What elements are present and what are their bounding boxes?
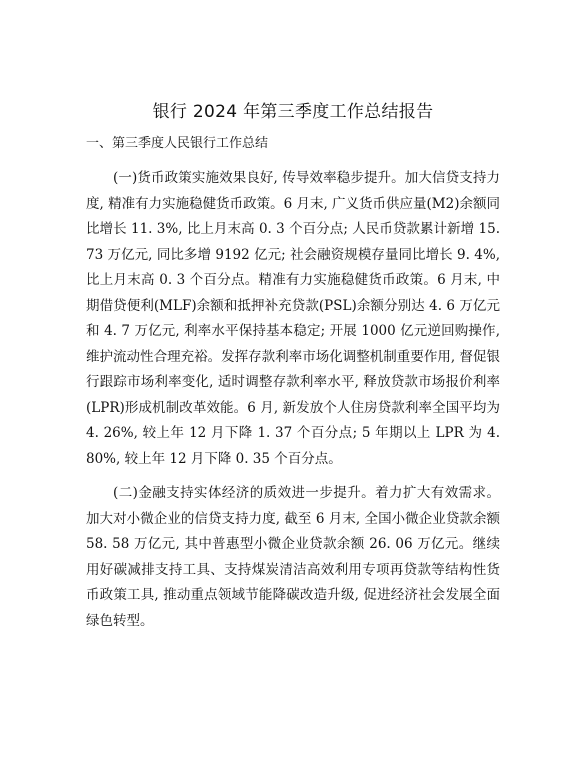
paragraph-real-economy-support: (二)金融支持实体经济的质效进一步提升。着力扩大有效需求。加大对小微企业的信贷支持力度, 截至 6 月末, 全国小微企业贷款余额 58. 58 万亿元, 其中普惠型小微企业贷款余额 26. 06 万亿元。继续用好碳减排支持工具、支持煤炭清洁高效利用专项再贷款等结构性货币政策工具, 推动重点领域节能降碳改造升级, 促进经济社会发展全面绿色转型。 (86, 485, 500, 629)
paragraph-monetary-policy: (一)货币政策实施效果良好, 传导效率稳步提升。加大信贷支持力度, 精准有力实施稳健货币政策。6 月末, 广义货币供应量(M2)余额同比增长 11. 3%, 比上月末高 0. 3 个百分点; 人民币贷款累计新增 15. 73 万亿元, 同比多增 9192 亿元; 社会融资规模存量同比增长 9. 4%, 比上月末高 0. 3 个百分点。精准有力实施稳健货币政策。6 月末, 中期借贷便利(MLF)余额和抵押补充贷款(PSL)余额分别达 4. 6 万亿元和 4. 7 万亿元, 利率水平保持基本稳定; 开展 1000 亿元逆回购操作, 维护流动性合理充裕。发挥存款利率市场化调整机制重要作用, 督促银行跟踪市场利率变化, 适时调整存款利率水平, 释放贷款市场报价利率(LPR)形成机制改革效能。6 月, 新发放个人住房贷款利率全国平均为 4. 26%, 较上年 12 月下降 1. 37 个百分点; 5 年期以上 LPR 为 4. 80%, 较上年 12 月下降 0. 35 个百分点。 (86, 170, 500, 467)
section-heading: 一、第三季度人民银行工作总结 (86, 136, 269, 151)
document-title: 银行 2024 年第三季度工作总结报告 (152, 102, 434, 122)
